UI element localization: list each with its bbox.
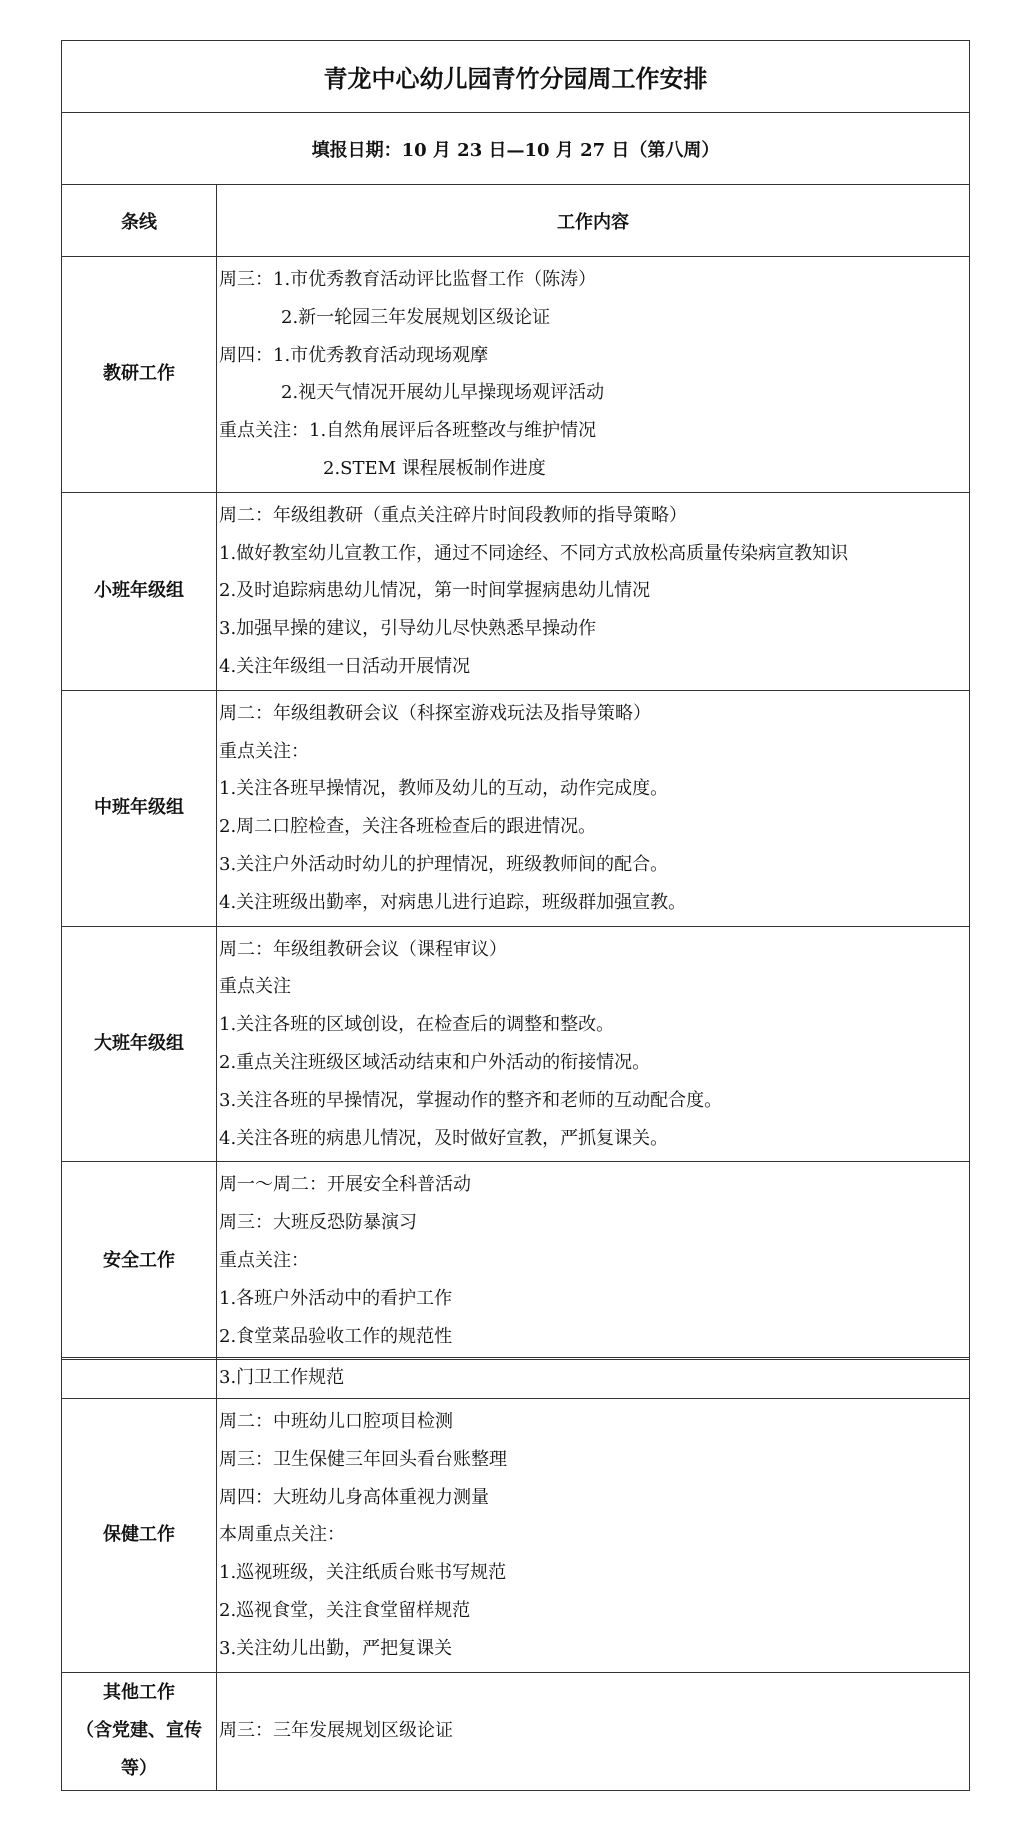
table-row (62, 492, 970, 690)
content-line: 3.门卫工作规范 (219, 1367, 345, 1389)
content-line: 2.食堂菜品验收工作的规范性 (219, 1325, 453, 1347)
content-cell (217, 1358, 970, 1399)
content-line: 周三：卫生保健三年回头看台账整理 (219, 1448, 507, 1470)
content-line: 周二：年级组教研（重点关注碎片时间段教师的指导策略） (219, 504, 687, 526)
content-line: 重点关注 (219, 976, 291, 998)
date-row (62, 113, 970, 185)
content-line: 周二：中班幼儿口腔项目检测 (219, 1411, 453, 1432)
content-line: 3.加强早操的建议，引导幼儿尽快熟悉早操动作 (219, 618, 597, 640)
content-line: 重点关注： (219, 1249, 309, 1271)
content-line: 4.关注年级组一日活动开展情况 (219, 655, 471, 677)
content-line: 2.STEM 课程展板制作进度 (323, 457, 546, 479)
content-cell (217, 257, 970, 493)
category-label: 中班年级组 (62, 690, 217, 926)
table-row (62, 1162, 970, 1360)
content-line: 2.周二口腔检查，关注各班检查后的跟进情况。 (219, 816, 597, 838)
content-line: 本周重点关注： (219, 1524, 345, 1546)
content-cell (217, 492, 970, 690)
category-label (62, 1672, 217, 1790)
content-line: 1.关注各班早操情况，教师及幼儿的互动，动作完成度。 (219, 778, 669, 800)
category-label-line: 其他工作 (103, 1682, 175, 1704)
header-row (62, 185, 970, 257)
content-line: 3.关注各班的早操情况，掌握动作的整齐和老师的互动配合度。 (219, 1089, 723, 1111)
content-line: 4.关注各班的病患儿情况，及时做好宣教，严抓复课关。 (219, 1127, 669, 1149)
content-line: 周二：年级组教研会议（课程审议） (219, 938, 507, 960)
schedule-table (61, 40, 970, 1360)
content-line: 重点关注：1.自然角展评后各班整改与维护情况 (219, 420, 597, 442)
content-line: 重点关注： (219, 740, 309, 762)
column-header-content: 工作内容 (217, 185, 970, 257)
table-row (62, 257, 970, 493)
content-cell (217, 690, 970, 926)
content-line: 3.关注户外活动时幼儿的护理情况，班级教师间的配合。 (219, 853, 669, 875)
schedule-table-continued (61, 1357, 970, 1791)
category-label: 保健工作 (62, 1399, 217, 1673)
content-line: 1.关注各班的区域创设，在检查后的调整和整改。 (219, 1014, 615, 1036)
content-cell (217, 1672, 970, 1790)
content-line: 2.视天气情况开展幼儿早操现场观评活动 (281, 382, 605, 404)
category-label: 小班年级组 (62, 492, 217, 690)
category-label-empty (62, 1358, 217, 1399)
page-title: 青龙中心幼儿园青竹分园周工作安排 (62, 41, 970, 113)
table-row (62, 1672, 970, 1790)
content-line: 周三：大班反恐防暴演习 (219, 1212, 417, 1234)
category-label: 教研工作 (62, 257, 217, 493)
table-row (62, 1358, 970, 1399)
content-line: 周四：1.市优秀教育活动现场观摩 (219, 344, 489, 366)
column-header-category: 条线 (62, 185, 217, 257)
content-line: 2.巡视食堂，关注食堂留样规范 (219, 1599, 471, 1621)
table-row (62, 690, 970, 926)
content-cell (217, 926, 970, 1162)
content-cell (217, 1162, 970, 1360)
table-row (62, 1399, 970, 1673)
category-label: 安全工作 (62, 1162, 217, 1360)
category-label: 大班年级组 (62, 926, 217, 1162)
report-date: 填报日期：10 月 23 日—10 月 27 日（第八周） (62, 113, 970, 185)
content-line: 2.重点关注班级区域活动结束和户外活动的衔接情况。 (219, 1051, 651, 1073)
category-label-line: 等） (121, 1758, 157, 1780)
content-line: 周三：1.市优秀教育活动评比监督工作（陈涛） (219, 269, 597, 290)
content-line: 3.关注幼儿出勤，严把复课关 (219, 1637, 453, 1659)
content-cell (217, 1399, 970, 1673)
content-line: 2.及时追踪病患幼儿情况，第一时间掌握病患幼儿情况 (219, 580, 651, 602)
content-line: 周一～周二：开展安全科普活动 (219, 1174, 471, 1196)
content-line: 周三：三年发展规划区级论证 (219, 1720, 453, 1742)
content-line: 4.关注班级出勤率，对病患儿进行追踪，班级群加强宣教。 (219, 891, 687, 913)
table-row (62, 926, 970, 1162)
title-row (62, 41, 970, 113)
content-line: 周二：年级组教研会议（科探室游戏玩法及指导策略） (219, 702, 651, 724)
content-line: 1.做好教室幼儿宣教工作，通过不同途经、不同方式放松高质量传染病宣教知识 (219, 542, 849, 564)
content-line: 周四：大班幼儿身高体重视力测量 (219, 1486, 489, 1508)
content-line: 2.新一轮园三年发展规划区级论证 (281, 306, 551, 328)
content-line: 1.各班户外活动中的看护工作 (219, 1287, 453, 1309)
category-label-line: （含党建、宣传 (76, 1720, 202, 1742)
content-line: 1.巡视班级，关注纸质台账书写规范 (219, 1562, 507, 1584)
